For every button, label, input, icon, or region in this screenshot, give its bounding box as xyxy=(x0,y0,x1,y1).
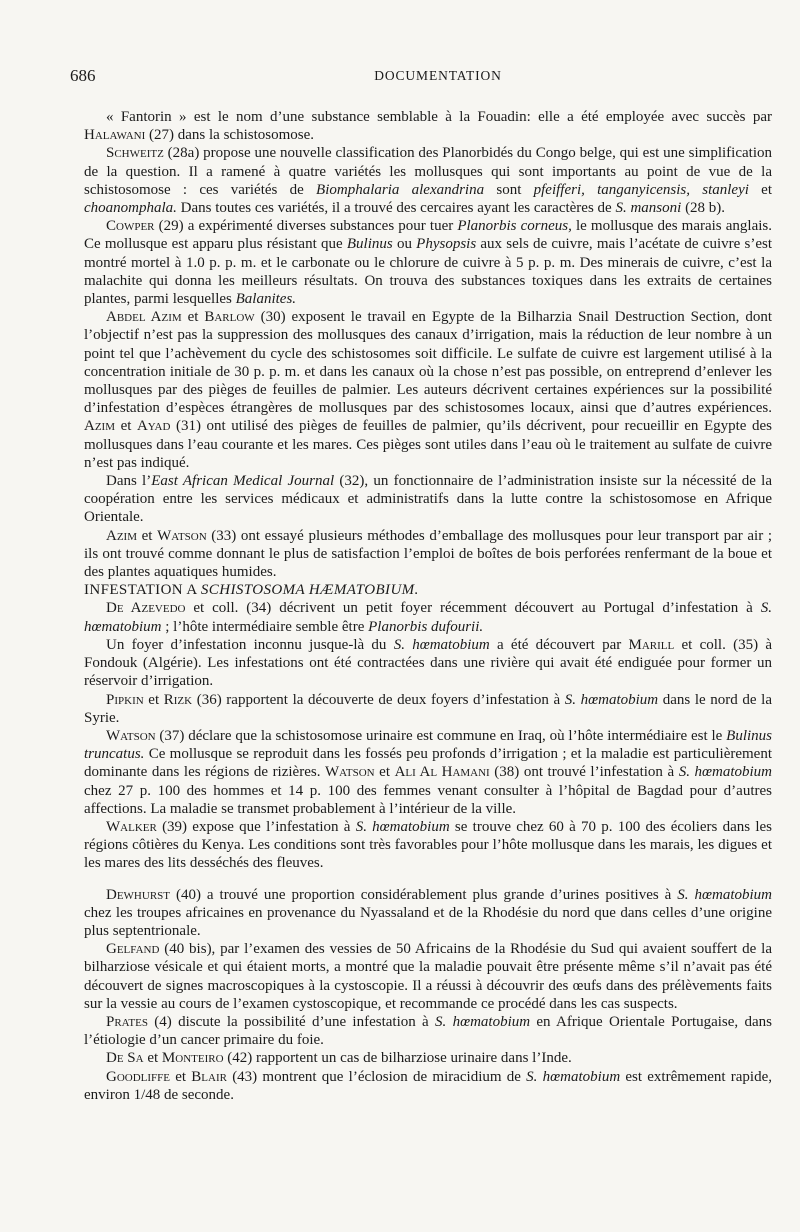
paragraph-schweitz xyxy=(84,144,772,217)
text: et xyxy=(170,1068,192,1085)
text: se trouve chez 60 à 70 p. 100 des écoliers dans les régions côtières du Kenya. Les conditions sont très favorables pour l’hôte mollusque dans les marais, les digues et les mares des lits desséchés des fleuves. xyxy=(84,818,772,872)
species-name: SCHISTOSOMA HÆMATOBIUM. xyxy=(200,582,419,599)
text: Un foyer d’infestation inconnu jusque-là du xyxy=(106,636,394,653)
text: (40) a trouvé une proportion considérablement plus grande d’urines positives à xyxy=(170,886,678,903)
text: (39) expose que l’infestation à xyxy=(156,818,356,835)
species-name: S. hœmatobium xyxy=(393,636,490,653)
author-name: Ayad xyxy=(136,418,171,435)
paragraph-prates xyxy=(84,1013,772,1049)
text: dans le nord de la Syrie. xyxy=(84,691,772,726)
author-name: Azim xyxy=(106,527,137,544)
text: (42) rapportent un cas de bilharziose urinaire dans l’Inde. xyxy=(223,1050,572,1067)
paragraph-dewhurst xyxy=(84,886,772,941)
paragraph-goodliffe xyxy=(84,1068,772,1104)
species-name: S. hœmatobium xyxy=(355,818,450,835)
page-number: 686 xyxy=(70,66,96,85)
text: (28 b). xyxy=(681,200,726,217)
text: et xyxy=(181,309,205,326)
author-name: De Azevedo xyxy=(106,600,186,617)
species-name: S. hœmatobium xyxy=(564,691,659,708)
text: et xyxy=(137,527,158,544)
author-name: Blair xyxy=(191,1068,227,1085)
text: le mollusque des marais anglais. Ce mollusque est apparu plus résistant que xyxy=(84,218,772,253)
species-name: Biomphalaria alexandrina xyxy=(316,181,485,198)
text: aux sels de cuivre, mais l’acétate de cuivre s’est montré mortel à 1.0 p. p. m. et le carbonate ou le chlorure de cuivre à 5 p. p. m. Des minerais de cuivre, c’est la malachite qui donna les meilleurs résultats. On trouva des substances toxiques dans les extraits de certaines plantes, parmi lesquelles xyxy=(84,236,772,308)
author-name: Watson xyxy=(157,527,207,544)
text: « Fantorin » est le nom d’une substance semblable à la Fouadin: elle a été employée avec succès par xyxy=(106,109,772,125)
text: (43) montrent que l’éclosion de miracidium de xyxy=(226,1068,527,1085)
author-name: Watson xyxy=(325,764,375,781)
text: et coll. (35) à Fondouk (Algérie). Les infestations ont été contractées dans une rivière qui avait été endiguée pour former un réservoir d’irrigation. xyxy=(84,636,773,690)
author-name: Rizk xyxy=(163,691,193,708)
species-name: S. hœmatobium xyxy=(677,886,773,903)
text: (31) ont utilisé des pièges de feuilles de palmier, qu’ils décrivent, pour recueillir en Egypte des mollusques dans l’eau courante et les mares. Ces pièges sont utiles dans l’eau où le traitement au sulfate de cuivre n’est pas indiqué. xyxy=(84,418,773,471)
text: sont xyxy=(484,181,534,198)
text: (33) ont essayé plusieurs méthodes d’emballage des mollusques pour leur transport par air ; ils ont trouvé comme donnant le plus de satisfaction l’emploi de boîtes de bois perforées renfermant de la boue et des plantes aquatiques humides. xyxy=(84,527,772,581)
paragraph-de-azevedo xyxy=(84,599,772,635)
paragraph-fantorin xyxy=(84,108,772,144)
paragraph-east-african xyxy=(84,472,772,527)
text: (37) déclare que la schistosomose urinaire est commune en Iraq, où l’hôte intermédiaire est le xyxy=(155,727,727,744)
species-name: Planorbis corneus, xyxy=(457,218,572,235)
page-header xyxy=(70,66,772,88)
text: et xyxy=(374,764,395,781)
text: (32), un fonctionnaire de l’administration insiste sur la nécessité de la coopération entre les services médicaux et administratifs dans la lutte contre la schistosomose en Afrique Orientale. xyxy=(84,473,773,526)
species-name: S. hœmatobium xyxy=(678,764,772,781)
paragraph-azim-watson xyxy=(84,527,772,582)
author-name: Barlow xyxy=(204,309,255,326)
paragraph-gelfand xyxy=(84,940,772,1013)
text: et xyxy=(143,1050,162,1067)
author-name: Cowper xyxy=(106,218,155,235)
text: INFESTATION A xyxy=(84,582,201,599)
paragraph-de-sa xyxy=(84,1049,772,1067)
author-name: Goodliffe xyxy=(106,1068,171,1085)
text: (4) discute la possibilité d’une infestation à xyxy=(147,1013,436,1030)
author-name: Abdel Azim xyxy=(106,309,182,326)
text: et coll. (34) décrivent un petit foyer récemment découvert au Portugal d’infestation à xyxy=(185,600,761,617)
paragraph-marill xyxy=(84,636,772,691)
species-name: S. hœmatobium xyxy=(526,1068,621,1085)
author-name: Schweitz xyxy=(106,145,164,162)
author-name: Watson xyxy=(106,727,156,744)
author-name: Gelfand xyxy=(106,941,160,958)
species-name: Bulinus truncatus. xyxy=(84,727,772,763)
text: et xyxy=(748,181,772,198)
text: chez 27 p. 100 des hommes et 14 p. 100 des femmes venant consulter à l’hôpital de Bagdad pour d’autres affections. La maladie se transmet probablement à l’intérieur de la ville. xyxy=(84,782,772,817)
text: (28a) propose une nouvelle classification des Planorbidés du Congo belge, qui est une simplification de la question. Il a ramené à quatre variétés les mollusques qui sont importants au point de vue de la schistosomose : ces variétés de xyxy=(84,145,772,198)
text: (29) a expérimenté diverses substances pour tuer xyxy=(154,218,458,235)
paragraph-walker xyxy=(84,818,772,873)
text: ou xyxy=(392,236,417,253)
text: (30) exposent le travail en Egypte de la Bilharzia Snail Destruction Section, dont l’objectif n’est pas la suppression des mollusques des canaux d’irrigation, mais la réduction de leur nombre à un point tel que l’achèvement du cycle des schistosomes soit difficile. Le sulfate de cuivre est largement utilisé à la concentration initiale de 30 p. p. m. et dans les canaux où la chose n’est pas possible, on entreprend d’enlever les mollusques par des pièges de feuilles de palmier. Les auteurs décrivent certaines expériences sur la possibilité d’infestation d’espèces étrangères de mollusques par des schistosomes locaux, ainsi que d’autres expériences. xyxy=(84,309,773,417)
species-name: S. mansoni xyxy=(615,200,682,217)
text: (27) dans la schistosomose. xyxy=(145,127,315,144)
author-name: De Sa xyxy=(106,1050,144,1067)
paragraph-watson xyxy=(84,727,772,818)
text: et xyxy=(115,418,137,435)
running-title: DOCUMENTATION xyxy=(374,68,502,83)
author-name: Walker xyxy=(106,818,157,835)
text: Ce mollusque se reproduit dans les fossés peu profonds d’irrigation ; et la maladie est particulièrement dominante dans les régions de rizières. xyxy=(84,746,772,781)
journal-title: East African Medical Journal xyxy=(151,473,335,490)
species-name: Physopsis xyxy=(416,236,477,253)
species-name: choanomphala. xyxy=(84,200,177,217)
author-name: Marill xyxy=(628,636,675,653)
species-name: Planorbis dufourii. xyxy=(368,618,484,635)
text: (40 bis), par l’examen des vessies de 50 Africains de la Rhodésie du Sud qui avaient souffert de la bilharziose vésicale et qui étaient morts, a montré que la maladie pouvait être présente même s’il n’avait pas été découvert de signes macroscopiques à la cystoscopie. Il a réussi à découvrir des œufs dans des prélèvements faits sur la vessie au cours de l’examen cystoscopique, et recommande ce procédé dans les cas suspects. xyxy=(84,941,772,1012)
species-name: S. hœmatobium xyxy=(435,1013,531,1030)
author-name: Azim xyxy=(84,418,115,435)
text: a été découvert par xyxy=(489,636,629,653)
text: est extrêmement rapide, environ 1/48 de seconde. xyxy=(84,1068,773,1103)
text: en Afrique Orientale Portugaise, dans l’étiologie d’un cancer primaire du foie. xyxy=(84,1013,772,1049)
author-name: Monteiro xyxy=(161,1050,224,1067)
species-name: pfeifferi, tanganyicensis, stanleyi xyxy=(533,181,749,198)
text: Dans toutes ces variétés, il a trouvé des cercaires ayant les caractères de xyxy=(176,200,616,217)
text: ; l’hôte intermédiaire semble être xyxy=(161,618,369,635)
section-heading xyxy=(84,581,772,599)
author-name: Dewhurst xyxy=(106,886,170,903)
author-name: Pipkin xyxy=(106,691,144,708)
paragraph-cowper xyxy=(84,217,772,308)
text: (38) ont trouvé l’infestation à xyxy=(489,764,679,781)
document-body xyxy=(84,108,772,1104)
species-name: S. hœmatobium xyxy=(84,600,772,635)
author-name: Prates xyxy=(106,1013,148,1030)
species-name: Bulinus xyxy=(346,236,393,253)
paragraph-abdel-azim xyxy=(84,308,772,472)
author-name: Ali Al Hamani xyxy=(394,764,490,781)
text: (36) rapportent la découverte de deux foyers d’infestation à xyxy=(192,691,565,708)
text: et xyxy=(143,691,164,708)
author-name: Halawani xyxy=(84,127,146,144)
text: Dans l’ xyxy=(106,473,152,490)
species-name: Balanites. xyxy=(235,291,297,308)
text: chez les troupes africaines en provenance du Nyassaland et de la Rhodésie du nord que dans celles d’une origine plus septentrionale. xyxy=(84,904,772,939)
paragraph-pipkin xyxy=(84,691,772,727)
